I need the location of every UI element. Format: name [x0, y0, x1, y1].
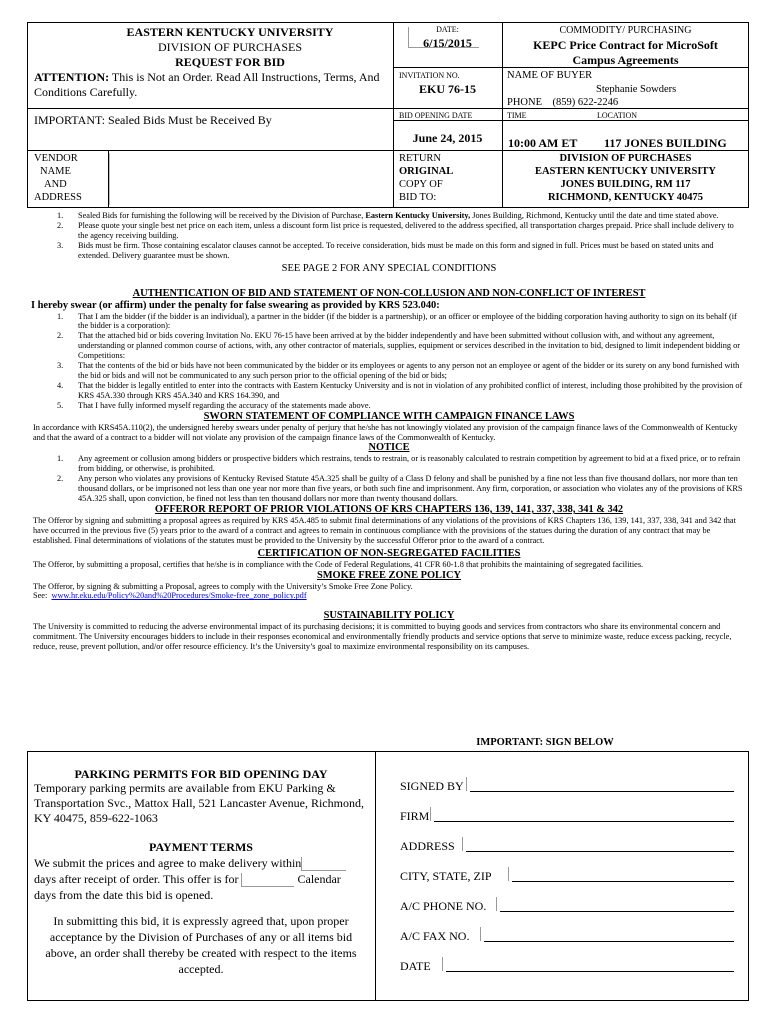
instruction-item: 1. Sealed Bids for furnishing the following will be received by the Division of Purchase, Eastern Kentucky University, Jones Building, Richmond, Kentucky until the date and time stated above.	[57, 211, 719, 220]
notice-item: 1. Any agreement or collusion among bidders or prospective bidders which restrains, tends to restrain, or is reasonably calculated to restrain competition by agreement to bid at a fixed price, or to refrain from bidding, or otherwise, is prohibited.	[57, 454, 741, 474]
fax-no-label: A/C FAX NO.	[400, 929, 470, 943]
city-state-zip-field[interactable]	[512, 869, 734, 882]
commodity-line-1[interactable]: KEPC Price Contract for MicroSoft	[533, 38, 718, 52]
phone-no-label: A/C PHONE NO.	[400, 899, 487, 913]
buyer-phone	[507, 97, 618, 108]
phone-no-field[interactable]	[500, 899, 734, 912]
buyer-label: NAME OF BUYER	[507, 70, 593, 81]
smoke-title: SMOKE FREE ZONE POLICY	[316, 569, 462, 581]
authentication-title: AUTHENTICATION OF BID AND STATEMENT OF NON-COLLUSION AND NON-CONFLICT OF INTEREST	[132, 287, 646, 299]
form-title: REQUEST FOR BID	[175, 55, 285, 69]
date-sign-field[interactable]	[446, 959, 734, 972]
city-state-zip-label: CITY, STATE, ZIP	[400, 869, 492, 883]
sustainability-title: SUSTAINABILITY POLICY	[323, 610, 455, 622]
important-deadline: IMPORTANT: Sealed Bids Must be Received By	[34, 113, 272, 127]
phone-label: PHONE	[507, 97, 543, 108]
location-label: LOCATION	[597, 111, 637, 120]
authentication-item: 3. That the contents of the bid or bids have not been communicated by the bidder or its employees or agents to any person not an employee or agent of the bidder or its surety on any bond furnished with the bid or bids and will not be communicated to any such person prior to the official opening of the bid or bids;	[57, 361, 740, 380]
vendor-labels: VENDOR NAME AND ADDRESS	[34, 153, 82, 203]
instruction-item: 2. Please quote your single best net price on each item, unless a discount form list price is requested, delivered to the address specified, all transportation charges prepaid. Price shall include delivery to the agency receiving building.	[57, 220, 734, 240]
address-label: ADDRESS	[400, 839, 455, 853]
sign-below-heading: IMPORTANT: SIGN BELOW	[476, 737, 614, 748]
time-label: TIME	[507, 111, 527, 120]
delivery-days-field[interactable]	[301, 857, 346, 871]
smoke-text: The Offeror, by signing & submitting a Proposal, agrees to comply with the University’s Smoke Free Zone Policy.	[33, 581, 413, 591]
buyer-name[interactable]: Stephanie Sowders	[596, 84, 677, 95]
campaign-title: SWORN STATEMENT OF COMPLIANCE WITH CAMPAIGN FINANCE LAWS	[203, 410, 575, 422]
authentication-item: 2. That the attached bid or bids covering Invitation No. EKU 76-15 have been arrived at by the bidder independently and have been submitted without collusion with, and without any agreement, understanding or planned common course of actions, with, any other contractor of materials, supplies, equipment or services described in the invitation to bid, designed to limit independent bidding or Competitions:	[57, 331, 740, 361]
university-name: EASTERN KENTUCKY UNIVERSITY	[126, 25, 334, 39]
bid-opening-location[interactable]: 117 JONES BUILDING	[604, 136, 727, 150]
attention-notice	[34, 70, 389, 100]
segregated-text: The Offeror, by submitting a proposal, certifies that he/she is in compliance with the Code of Federal Regulations, 41 CFR 60-1.8 that prohibits the maintaining of segregated facilities.	[33, 559, 644, 569]
date-value[interactable]: 6/15/2015	[423, 36, 472, 50]
vendor-address-field[interactable]	[109, 153, 390, 205]
return-address: DIVISION OF PURCHASES EASTERN KENTUCKY UNIVERSITY JONES BUILDING, RM 117 RICHMOND, KENTUCKY 40475	[534, 153, 717, 203]
commodity-line-2[interactable]: Campus Agreements	[572, 53, 679, 67]
signed-by-label: SIGNED BY	[400, 779, 464, 793]
offer-days-field[interactable]	[241, 873, 294, 887]
sustainability-text: The University is committed to reducing the adverse environmental impact of its purchasing decisions; it is committed to buying goods and services from contractors who share its environmental concern and commitment. The University encourages bidders to include in their responses economical and environmentally friendly products and service options that serve to minimize waste, reduce excess packing, recycle, reduce, reuse, prevent pollution, and/or offer resource efficiency. It’s the University’s goal to maximize environmental responsibility on its campuses.	[33, 622, 732, 652]
authentication-swear: I hereby swear (or affirm) under the penalty for false swearing as provided by KRS 523.040:	[31, 299, 440, 311]
notice-item: 2. Any person who violates any provisions of Kentucky Revised Statute 45A.325 shall be guilty of a Class D felony and shall be punished by a fine not less than five thousand dollars, nor more than ten thousand dollars, or be imprisoned not less than one year nor more than five years, or both such fine and imprisonment. Any firm, corporation, or association who violates any of the provisions of KRS 45A.325 shall, upon conviction, be fined not less than ten thousand dollars nor more than twenty thousand dollars.	[57, 474, 743, 504]
return-labels: RETURN ORIGINAL COPY OF BID TO:	[399, 153, 454, 203]
commodity-label: COMMODITY/ PURCHASING	[559, 25, 692, 36]
parking-title: PARKING PERMITS FOR BID OPENING DAY	[74, 767, 328, 781]
see-page-2: SEE PAGE 2 FOR ANY SPECIAL CONDITIONS	[281, 262, 497, 274]
division-name: DIVISION OF PURCHASES	[157, 40, 303, 54]
date-sign-label: DATE	[400, 959, 431, 973]
parking-text: Temporary parking permits are available from EKU Parking & Transportation Svc., Mattox Hall, 521 Lancaster Avenue, Richmond, KY 40475, 859-622-1063	[34, 781, 364, 825]
address-field[interactable]	[466, 839, 734, 852]
bid-agreement-text: In submitting this bid, it is expressly agreed that, upon proper acceptance by the Division of Purchases of any or all items bid above, an order shall thereby be created with respect to the items accepted.	[45, 914, 357, 976]
bid-opening-date[interactable]: June 24, 2015	[412, 131, 483, 145]
smoke-see: See: www.hr.eku.edu/Policy%20and%20Procedures/Smoke-free_zone_policy.pdf	[33, 591, 307, 601]
date-label: DATE:	[436, 25, 459, 34]
firm-field[interactable]	[434, 809, 734, 822]
authentication-item: 4. That the bidder is legally entitled to enter into the contracts with Eastern Kentucky University and is not in violation of any prohibited conflict of interest, including those prohibited by the provision of KRS 45A.330 through KRS 45A.340 and KRS 164.390, and	[57, 380, 743, 400]
phone-value[interactable]: (859) 622-2246	[552, 97, 619, 108]
payment-title: PAYMENT TERMS	[149, 840, 253, 854]
invitation-label: INVITATION NO.	[399, 71, 460, 80]
signed-by-field[interactable]	[470, 779, 734, 792]
instruction-item: 3. Bids must be firm. Those containing escalator clauses cannot be accepted. To receive consideration, bids must be made on this form and signed in full. Prices must be based on stated units and extended. Delivery guarantee must be shown.	[57, 240, 714, 260]
campaign-text: In accordance with KRS45A.110(2), the undersigned hereby swears under penalty of perjury that he/she has not knowingly violated any provision of the campaign finance laws of the Commonwealth of Kentucky and that the award of a contract to a bidder will not violate any provision of the campaign finance laws of the Commonwealth of Kentucky.	[33, 422, 738, 442]
bid-opening-label: BID OPENING DATE	[399, 111, 473, 120]
authentication-item: 5. That I have fully informed myself regarding the accuracy of the statements made above.	[57, 400, 371, 410]
notice-title: NOTICE	[368, 442, 410, 454]
bid-opening-time[interactable]: 10:00 AM ET	[508, 136, 578, 150]
authentication-item: 1. That I am the bidder (if the bidder is an individual), a partner in the bidder (if the bidder is a partnership), or an officer or employee of the bidding corporation having authority to sign on its behalf (if the bidder is a corporation):	[57, 311, 737, 331]
firm-label: FIRM	[400, 809, 430, 823]
fax-no-field[interactable]	[484, 929, 734, 942]
attention-label: ATTENTION:	[34, 70, 110, 84]
invitation-number[interactable]: EKU 76-15	[419, 82, 476, 96]
smoke-policy-link[interactable]: www.hr.eku.edu/Policy%20and%20Procedures/Smoke-free_zone_policy.pdf	[51, 591, 307, 601]
payment-terms: We submit the prices and agree to make delivery within days after receipt of order. This offer is for Calendar days from the date this bid is opened.	[34, 855, 374, 903]
offeror-text: The Offeror by signing and submitting a proposal agrees as required by KRS 45A.485 to submit final determinations of any violations of the provisions of KRS Chapters 136, 139, 141, 337, 338, 341 and 342 that have occurred in the previous five (5) years prior to the award of a contract and agrees to remain in continuous compliance with the provisions of the statues during the duration of any contract that may be established. Final determinations of violations of the statutes must be provided to the University by the successful Offeror prior to the award of a contract.	[33, 515, 736, 545]
offeror-title: OFFEROR REPORT OF PRIOR VIOLATIONS OF KRS CHAPTERS 136, 139, 141, 337, 338, 341 & 342	[154, 503, 624, 515]
attention-text: This is Not an Order. Read All Instructions, Terms, And Conditions Carefully.	[34, 70, 380, 99]
instructions-section	[33, 211, 745, 652]
segregated-title: CERTIFICATION OF NON-SEGREGATED FACILITIES	[257, 547, 521, 559]
